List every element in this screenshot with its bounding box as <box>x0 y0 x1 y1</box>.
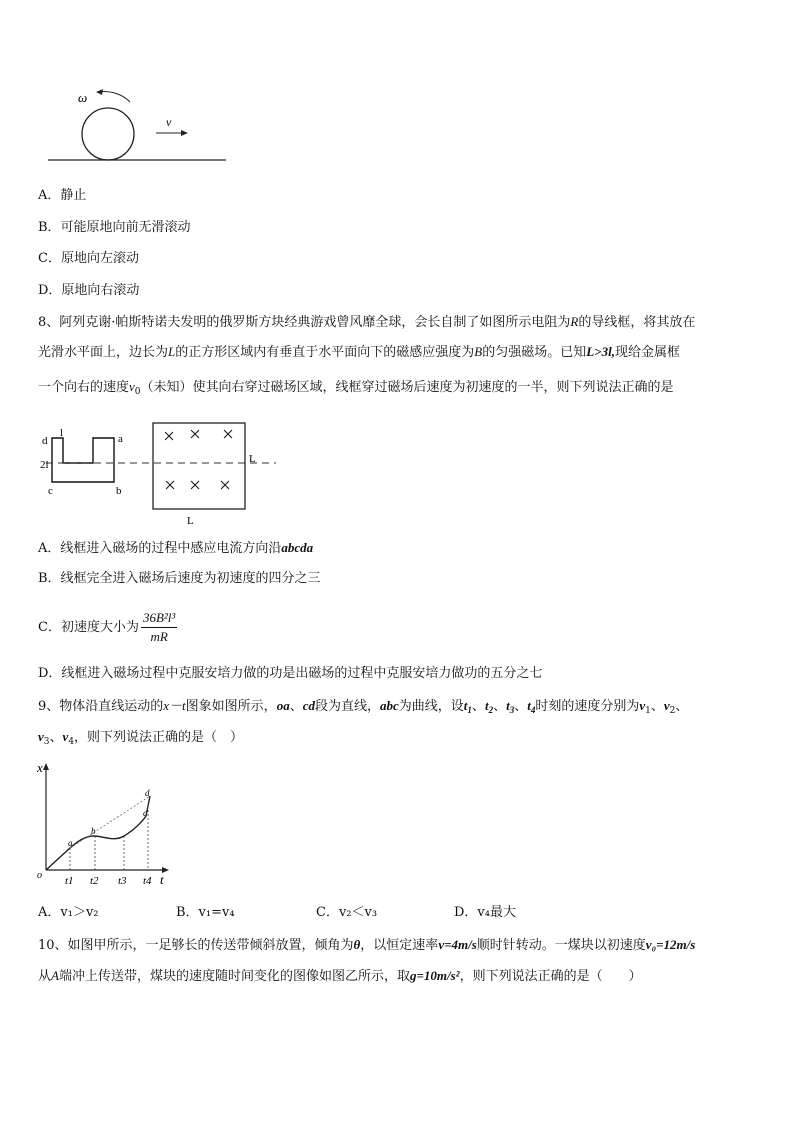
q8-option-a: A．线框进入磁场的过程中感应电流方向沿abcda <box>38 540 314 556</box>
label-c: c <box>48 485 53 497</box>
omega-label: ω <box>78 90 88 105</box>
label-a: a <box>118 433 123 445</box>
q10-stem-line1: 10、如图甲所示，一足够长的传送带倾斜放置，倾角为θ，以恒定速率v=4m/s顺时针转动。一煤块以初速度v₀=12m/s <box>38 937 696 953</box>
axis-label-x: x <box>37 760 43 775</box>
q8-stem-line2: 光滑水平面上，边长为L的正方形区域内有垂直于水平面向下的磁感应强度为B的匀强磁场。已知L>3l,现给金属框 <box>38 344 680 360</box>
q9-option-d: D．v₄最大 <box>454 905 516 920</box>
magnetic-field-region <box>153 423 245 509</box>
q7-option-a: A．静止 <box>38 188 87 203</box>
axis-label-t: t <box>160 872 164 887</box>
q8-option-c: C．初速度大小为 $\frac{\text{36B²l³}}{mR}$ <box>38 610 176 644</box>
y-axis-arrow <box>43 763 49 770</box>
origin-label: o <box>37 870 42 881</box>
q9-option-c: C．v₂＜v₃ <box>316 905 378 920</box>
point-b-label: b <box>91 826 96 836</box>
q9-stem-line2: $v_3$、$v_4$，则下列说法正确的是（ ） <box>38 729 244 747</box>
q9-xt-graph <box>34 758 174 893</box>
tick-t1: t1 <box>65 875 74 887</box>
velocity-arrowhead <box>181 130 188 136</box>
point-c-label: c <box>143 808 147 818</box>
q8-wire-frame-figure <box>36 420 286 530</box>
q7-option-d: D．原地向右滚动 <box>38 283 140 298</box>
tick-t2: t2 <box>90 875 99 887</box>
tick-t4: t4 <box>143 875 152 887</box>
tick-t3: t3 <box>118 875 127 887</box>
point-d-label: d <box>145 788 150 798</box>
label-b: b <box>116 485 122 497</box>
label-l: l <box>60 427 64 439</box>
chord-dash <box>70 796 150 848</box>
q7-option-c: C．原地向左滚动 <box>38 251 139 266</box>
xt-curve <box>46 796 150 870</box>
q9-stem-line1: 9、物体沿直线运动的x－t图象如图所示，oa、cd段为直线，abc为曲线，设$t_1$、$t_2$、$t_3$、$t_4$时刻的速度分别为$v_1$、$v_2$、 <box>38 698 689 716</box>
rotation-arrowhead <box>96 89 103 95</box>
q9-option-a: A．v₁＞v₂ <box>38 905 99 920</box>
q8-stem-line1: 8、阿列克谢·帕斯特诺夫发明的俄罗斯方块经典游戏曾风靡全球，会长自制了如图所示电阻为R的导线框，将其放在 <box>38 314 696 330</box>
velocity-label: v <box>166 115 172 129</box>
q7-option-b: B．可能原地向前无滑滚动 <box>38 220 191 235</box>
field-crosses <box>165 430 232 489</box>
rotation-arrow <box>98 92 130 102</box>
q8-option-d: D．线框进入磁场过程中克服安培力做的功是出磁场的过程中克服安培力做功的五分之七 <box>38 666 543 681</box>
point-a-label: a <box>68 838 73 848</box>
label-d: d <box>42 435 48 447</box>
label-L-bottom: L <box>187 515 194 527</box>
label-2l: 2l <box>40 459 49 471</box>
q10-stem-line2: 从A端冲上传送带，煤块的速度随时间变化的图像如图乙所示，取g=10m/s²，则下列说法正确的是（ ） <box>38 968 642 984</box>
wire-frame <box>52 438 114 482</box>
q8-stem-line3: 一个向右的速度$v_0$（未知）使其向右穿过磁场区域，线框穿过磁场后速度为初速度的一半，则下列说法正确的是 <box>38 379 674 397</box>
q8-option-b: B．线框完全进入磁场后速度为初速度的四分之三 <box>38 571 321 586</box>
cylinder <box>82 108 134 160</box>
q9-option-b: B．v₁=v₄ <box>176 905 235 920</box>
rolling-cylinder-figure <box>40 82 240 172</box>
label-L-right: L <box>249 453 256 465</box>
q8-option-c-fraction: $\frac{\text{36B²l³}}{mR}$ <box>142 610 176 644</box>
